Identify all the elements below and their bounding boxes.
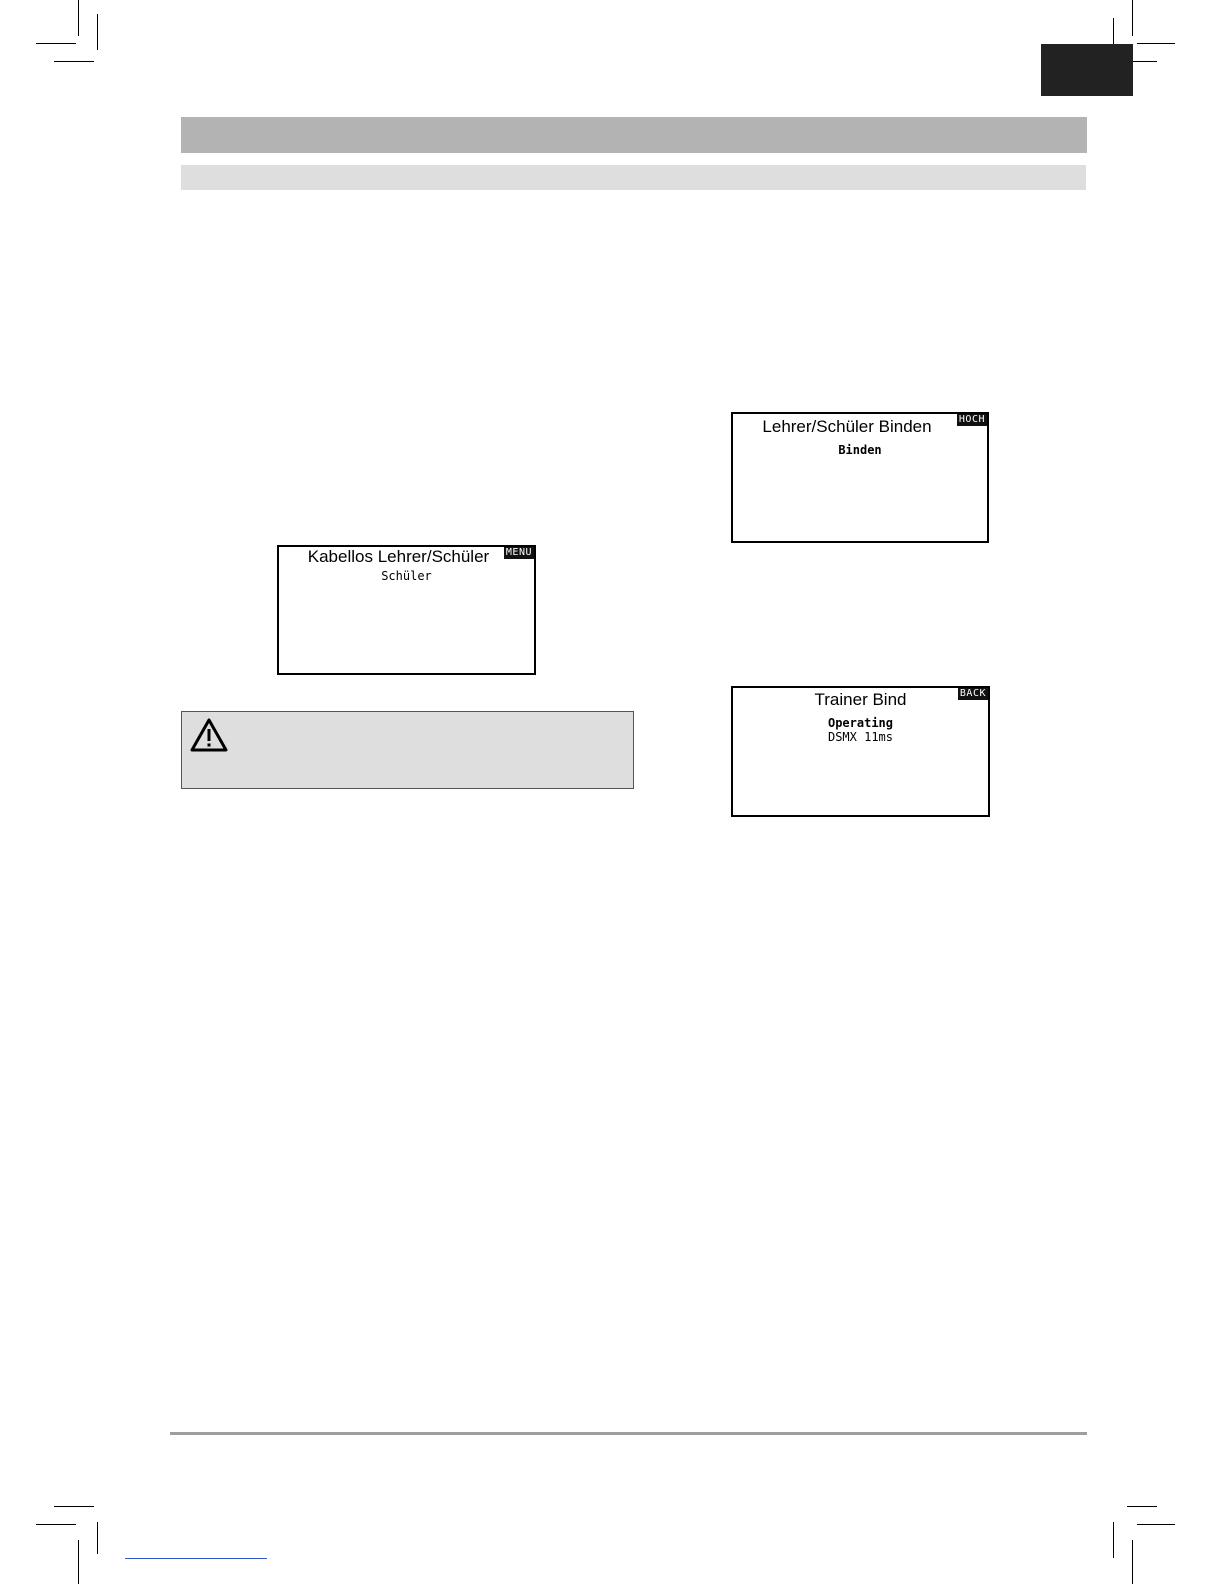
lcd-screen-binden <box>731 412 989 543</box>
crop-mark <box>36 1524 76 1525</box>
screen-badge-hoch: HOCH <box>958 414 985 425</box>
crop-mark <box>54 1506 94 1507</box>
lcd-screen-trainer-bind <box>731 686 990 817</box>
section-tab-block <box>1041 44 1133 96</box>
crop-mark <box>1113 1522 1114 1558</box>
crop-mark <box>78 1540 79 1584</box>
screen-title: Lehrer/Schüler Binden <box>762 417 932 436</box>
screen-title: Trainer Bind <box>814 690 907 709</box>
screen-line: DSMX 11ms <box>827 730 894 744</box>
crop-mark <box>1132 1540 1133 1584</box>
footer-rule <box>170 1432 1087 1435</box>
crop-mark <box>97 1522 98 1554</box>
link-underline[interactable] <box>125 1558 267 1559</box>
crop-mark <box>36 43 76 44</box>
section-title-bar <box>181 117 1087 153</box>
warning-triangle-icon <box>189 717 229 753</box>
crop-mark <box>54 61 94 62</box>
screen-line: Binden <box>838 443 882 457</box>
crop-mark <box>1137 1524 1175 1525</box>
lcd-screen-kabellos <box>277 545 536 675</box>
screen-badge-menu: MENU <box>505 547 532 558</box>
section-subtitle-bar <box>181 165 1086 190</box>
screen-title: Kabellos Lehrer/Schüler <box>307 547 490 566</box>
screen-line: Schüler <box>381 569 432 583</box>
warning-box <box>181 711 634 789</box>
crop-mark <box>97 14 98 50</box>
screen-badge-back: BACK <box>959 688 986 699</box>
crop-mark <box>1127 1506 1157 1507</box>
crop-mark <box>1132 0 1133 36</box>
crop-mark <box>78 0 79 36</box>
screen-line: Operating <box>827 716 894 730</box>
crop-mark <box>1137 43 1175 44</box>
